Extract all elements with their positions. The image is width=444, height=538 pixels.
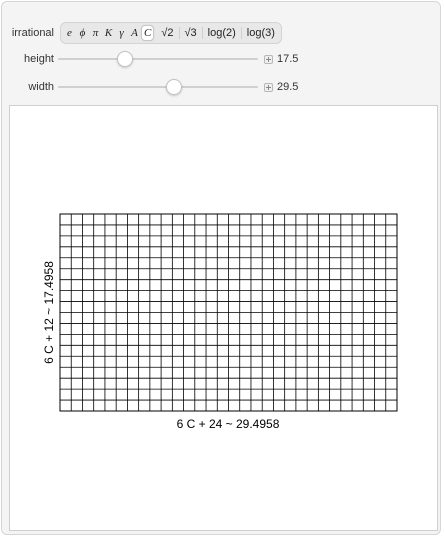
option-separator [241,27,242,39]
option-sqrt2[interactable]: √2 [161,27,174,39]
height-value: 17.5 [277,53,299,65]
height-expression: 6 C + 12 ~ 17.4958 [42,261,56,364]
option-phi[interactable]: ϕ [79,27,86,39]
option-separator [179,27,180,39]
option-log2[interactable]: log(2) [207,27,236,39]
irrational-selector [60,22,282,44]
irrational-label: irrational [11,27,54,39]
option-a[interactable]: A [131,27,138,39]
width-label: width [28,81,54,93]
height-expand-icon[interactable] [264,55,273,64]
height-slider-track [58,58,258,60]
option-k[interactable]: K [104,27,113,39]
height-row [2,51,298,67]
option-separator [202,27,203,39]
width-row [2,79,298,95]
width-slider[interactable] [58,79,258,95]
option-gamma[interactable]: γ [119,27,124,39]
width-expand-icon[interactable] [264,83,273,92]
height-slider-thumb[interactable] [117,51,133,67]
height-label: height [24,53,54,65]
height-slider[interactable] [58,51,258,67]
width-value: 29.5 [277,81,299,93]
irrational-row [2,22,282,44]
width-slider-track [58,86,258,88]
grid-plot [10,106,437,530]
app-frame [1,1,441,535]
width-slider-thumb[interactable] [166,79,182,95]
option-log3[interactable]: log(3) [246,27,275,39]
output-panel [9,105,438,531]
width-expression: 6 C + 24 ~ 29.4958 [176,417,280,431]
option-e[interactable]: e [67,27,72,39]
option-pi[interactable]: π [92,27,99,39]
grid-lines [60,214,397,411]
option-sqrt3[interactable]: √3 [184,27,197,39]
option-c[interactable]: C [141,25,154,41]
